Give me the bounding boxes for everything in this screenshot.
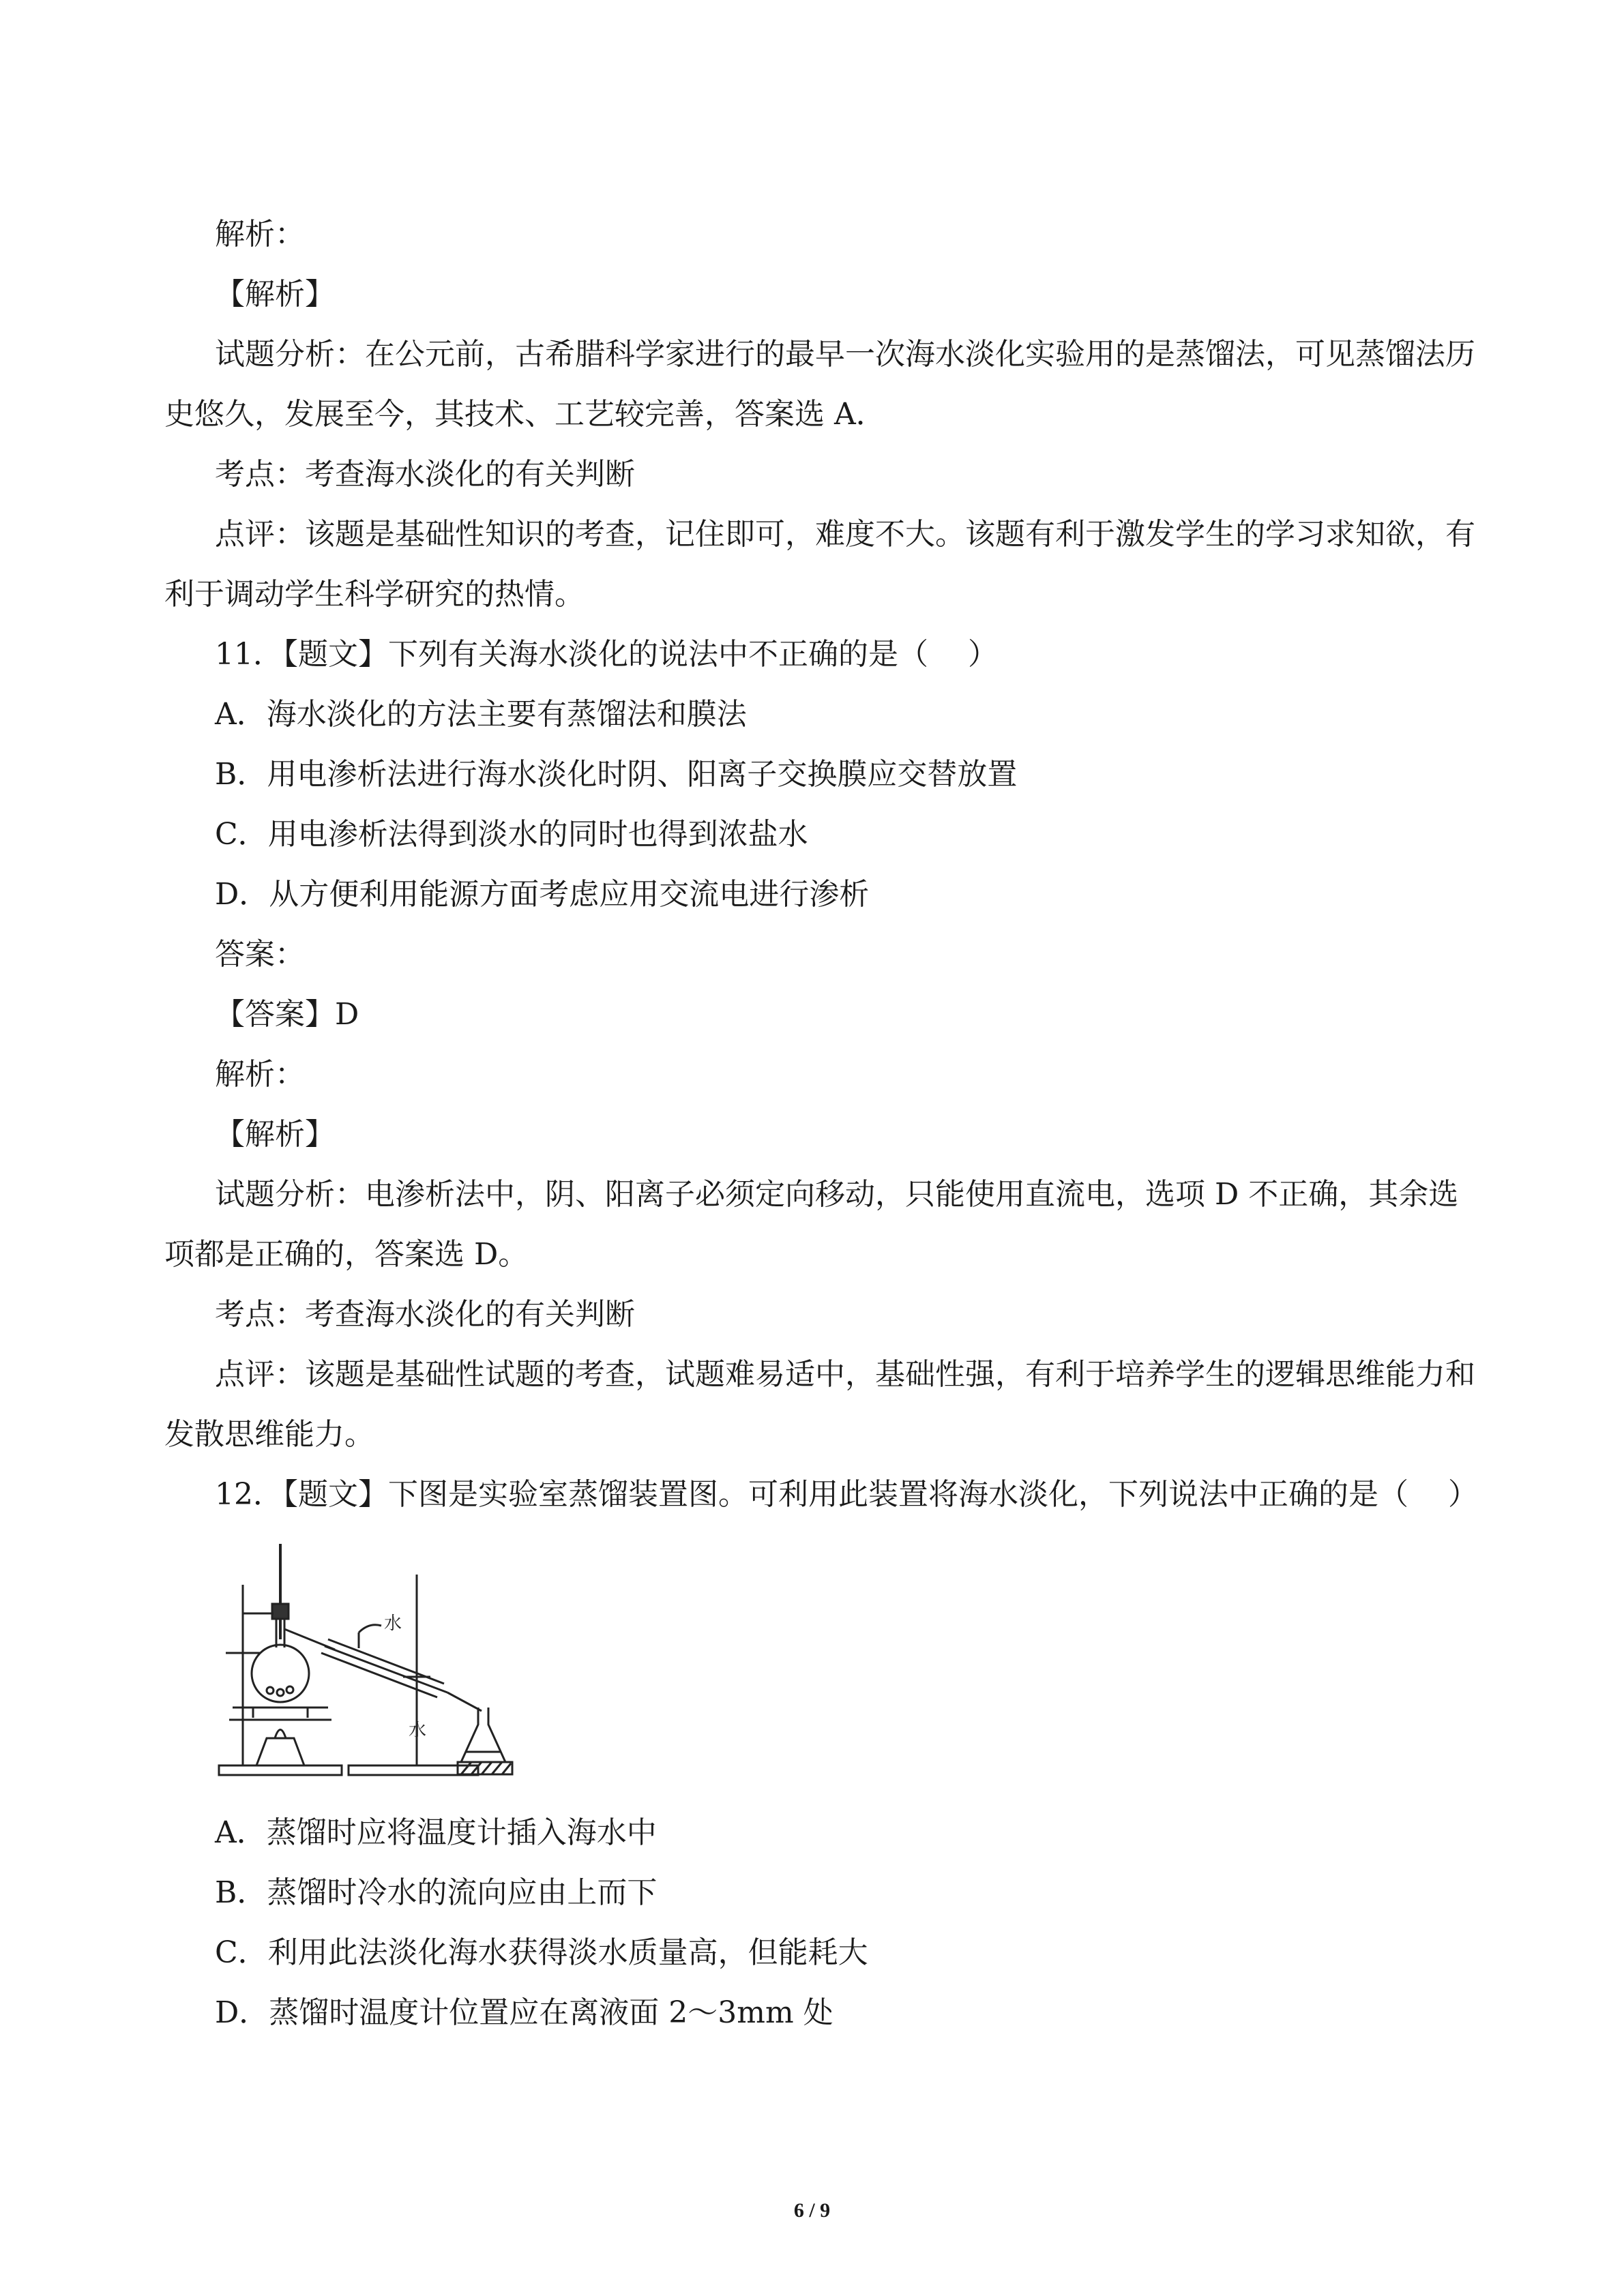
dianping-text: 点评：该题是基础性知识的考查，记住即可，难度不大。该题有利于激发学生的学习求知欲，有利于调动学生科学研究的热情。 xyxy=(164,517,1475,612)
water-outlet-label: 水 xyxy=(384,1613,402,1634)
boiling-chip xyxy=(267,1687,274,1694)
question-12-option-a: A．蒸馏时应将温度计插入海水中 xyxy=(215,1815,657,1850)
kaodian-text: 考点：考查海水淡化的有关判断 xyxy=(215,1297,635,1332)
adapter xyxy=(447,1693,482,1711)
analysis-tag: 【解析】 xyxy=(215,1117,335,1152)
water-inlet-label: 水 xyxy=(409,1720,427,1741)
question-11-option-a: A．海水淡化的方法主要有蒸馏法和膜法 xyxy=(215,697,747,732)
question-11-option-c: C．用电渗析法得到淡水的同时也得到浓盐水 xyxy=(215,817,808,852)
question-12-option-c: C．利用此法淡化海水获得淡水质量高，但能耗大 xyxy=(215,1935,868,1970)
analysis-tag: 【解析】 xyxy=(215,277,335,312)
left-stand-base xyxy=(219,1765,342,1775)
answer-tag: 【答案】D xyxy=(215,997,359,1032)
condenser-inner-tube xyxy=(325,1646,447,1693)
receiving-flask xyxy=(461,1708,505,1762)
question-12-option-d: D．蒸馏时温度计位置应在离液面 2～3mm 处 xyxy=(215,1995,833,2030)
distillation-apparatus-figure xyxy=(212,1537,540,1796)
analysis-label: 解析： xyxy=(215,217,305,252)
lamp-flame xyxy=(275,1730,286,1739)
question-11-option-d: D．从方便利用能源方面考虑应用交流电进行渗析 xyxy=(215,877,870,912)
kaodian-text: 考点：考查海水淡化的有关判断 xyxy=(215,457,635,492)
water-outlet-curve xyxy=(359,1625,381,1632)
question-11-stem: 11．【题文】下列有关海水淡化的说法中不正确的是（ ） xyxy=(215,637,998,672)
boiling-chip xyxy=(286,1686,293,1693)
page-content xyxy=(164,205,1481,2043)
dianping-text: 点评：该题是基础性试题的考查，试题难易适中，基础性强，有利于培养学生的逻辑思维能力和发散思维能力。 xyxy=(164,1357,1475,1452)
question-11-option-b: B．用电渗析法进行海水淡化时阴、阳离子交换膜应交替放置 xyxy=(215,757,1018,792)
answer-label: 答案： xyxy=(215,937,305,972)
thermometer-stopper xyxy=(272,1604,289,1619)
boiling-chip xyxy=(277,1689,284,1696)
analysis-text: 试题分析：电渗析法中，阴、阳离子必须定向移动，只能使用直流电，选项 D 不正确，其余选项都是正确的，答案选 D。 xyxy=(164,1177,1459,1272)
page-number: 6 / 9 xyxy=(793,2199,831,2222)
distillation-apparatus-drawing xyxy=(212,1537,540,1796)
alcohol-lamp xyxy=(256,1738,304,1765)
analysis-label: 解析： xyxy=(215,1057,305,1092)
question-12-option-b: B．蒸馏时冷水的流向应由上而下 xyxy=(215,1875,658,1910)
distillation-flask xyxy=(252,1645,309,1702)
question-12-stem: 12．【题文】下图是实验室蒸馏装置图。可利用此装置将海水淡化，下列说法中正确的是（ ） xyxy=(215,1477,1478,1512)
analysis-text: 试题分析：在公元前，古希腊科学家进行的最早一次海水淡化实验用的是蒸馏法，可见蒸馏法历史悠久，发展至今，其技术、工艺较完善，答案选 A． xyxy=(164,337,1475,432)
